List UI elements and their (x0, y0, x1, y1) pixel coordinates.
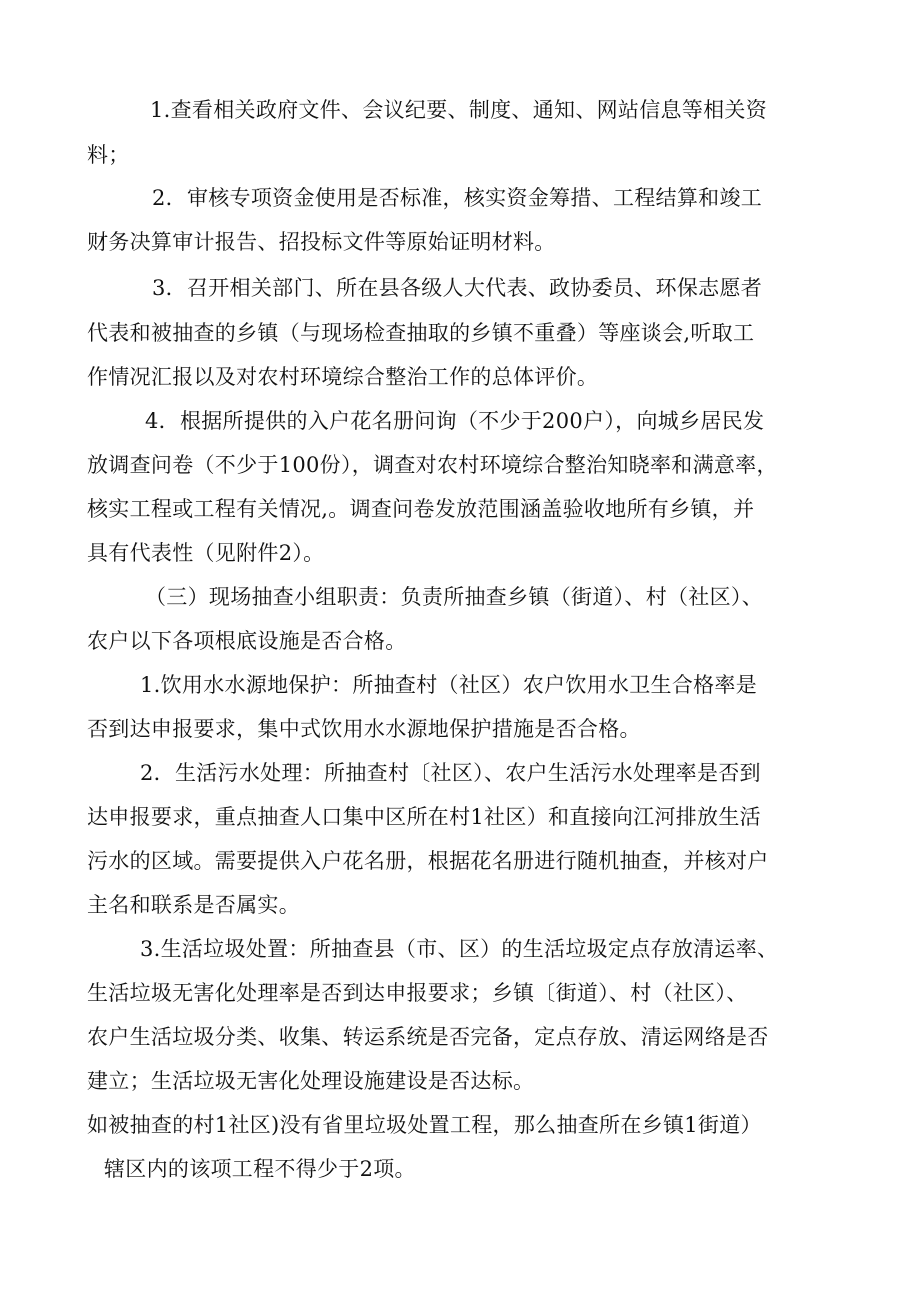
text-line: 具有代表性（见附件2）。 (87, 541, 325, 565)
text-line: 主名和联系是否属实。 (87, 893, 300, 917)
text-line: 污水的区域。需要提供入户花名册，根据花名册进行随机抽查，并核对户 (87, 849, 769, 873)
text-line: 3．召开相关部门、所在县各级人大代表、政协委员、环保志愿者 (152, 276, 763, 300)
text-line: 生活垃圾无害化处理率是否到达申报要求；乡镇〔街道）、村（社区）、 (87, 981, 748, 1005)
text-line: 建立；生活垃圾无害化处理设施建设是否达标。 (87, 1069, 535, 1093)
text-line: 2．审核专项资金使用是否标准，核实资金筹措、工程结算和竣工 (152, 186, 763, 210)
text-line: 3.生活垃圾处置：所抽查县（市、区）的生活垃圾定点存放清运率、 (140, 937, 779, 961)
text-line: 4．根据所提供的入户花名册问询（不少于200户），向城乡居民发 (145, 409, 765, 433)
text-line: 代表和被抽查的乡镇（与现场检查抽取的乡镇不重叠）等座谈会,听取工 (87, 321, 755, 345)
text-line: 否到达申报要求，集中式饮用水水源地保护措施是否合格。 (87, 717, 641, 741)
text-line: 料； (87, 143, 130, 167)
text-line: 农户生活垃圾分类、收集、转运系统是否完备，定点存放、清运网络是否 (87, 1025, 769, 1049)
text-line: 达申报要求，重点抽查人口集中区所在村1社区）和直接向江河排放生活 (87, 805, 761, 829)
text-line: 1.查看相关政府文件、会议纪要、制度、通知、网站信息等相关资 (150, 98, 768, 122)
text-line: 如被抽查的村1社区)没有省里垃圾处置工程，那么抽查所在乡镇1街道） (87, 1113, 762, 1137)
text-line: 作情况汇报以及对农村环境综合整治工作的总体评价。 (87, 365, 599, 389)
text-line: 农户以下各项根底设施是否合格。 (87, 629, 407, 653)
text-line: 1.饮用水水源地保护：所抽查村（社区）农户饮用水卫生合格率是 (140, 673, 758, 697)
text-line: 辖区内的该项工程不得少于2项。 (104, 1157, 416, 1181)
text-line: 财务决算审计报告、招投标文件等原始证明材料。 (87, 230, 556, 254)
text-line: 2．生活污水处理：所抽查村〔社区）、农户生活污水处理率是否到 (140, 761, 761, 785)
text-line: 核实工程或工程有关情况,。调查问卷发放范围涵盖验收地所有乡镇，并 (87, 497, 755, 521)
text-line: （三）现场抽查小组职责：负责所抽查乡镇（街道）、村（社区）、 (145, 585, 763, 609)
text-line: 放调查问卷（不少于100份），调查对农村环境综合整治知晓率和满意率， (87, 453, 778, 477)
